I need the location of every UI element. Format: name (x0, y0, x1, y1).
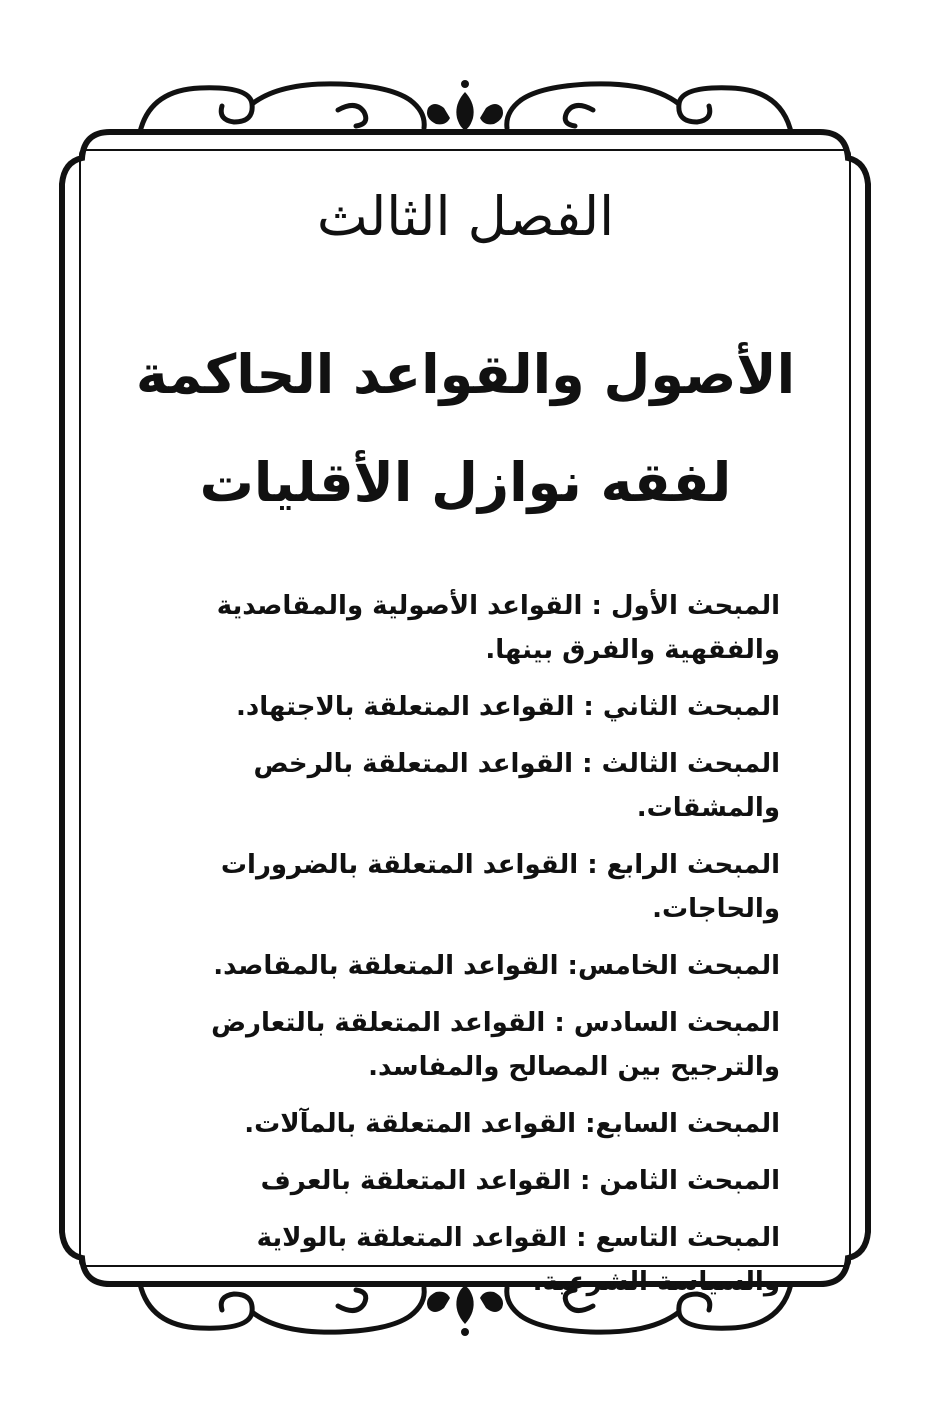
section-topic: القواعد المتعلقة بالاجتهاد. (235, 692, 575, 722)
section-separator: : (574, 692, 603, 722)
section-item (150, 843, 780, 931)
section-item (150, 944, 780, 988)
section-name: المبحث السابع (595, 1109, 780, 1139)
top-center-fleuron (427, 80, 503, 130)
section-list (150, 584, 780, 1317)
chapter-title-line-1: الأصول والقواعد الحاكمة (135, 343, 796, 406)
section-topic: القواعد المتعلقة بالمقاصد. (213, 951, 559, 981)
section-item (150, 584, 780, 672)
section-name: المبحث الرابع (606, 850, 780, 880)
section-separator: : (567, 1223, 596, 1253)
section-item (150, 685, 780, 729)
section-topic: القواعد المتعلقة بالمآلات. (244, 1109, 577, 1139)
section-topic: القواعد المتعلقة بالضرورات والحاجات. (220, 850, 780, 924)
section-item (150, 742, 780, 830)
section-name: المبحث التاسع (595, 1223, 780, 1253)
section-name: المبحث الثاني (602, 692, 780, 722)
section-item (150, 1102, 780, 1146)
section-name: المبحث الخامس (577, 951, 780, 981)
section-item (150, 1216, 780, 1304)
section-topic: القواعد المتعلقة بالرخص والمشقات. (253, 749, 780, 823)
section-separator: : (570, 1166, 600, 1196)
section-separator: : (558, 951, 578, 981)
chapter-label: الفصل الثالث (316, 185, 615, 248)
section-topic: القواعد المتعلقة بالولاية والسياسة الشرعية. (256, 1223, 780, 1297)
chapter-title-line-2: لفقه نوازل الأقليات (199, 451, 732, 514)
section-topic: القواعد الأصولية والمقاصدية والفقهية والفرق بينها. (216, 591, 780, 665)
section-name: المبحث الأول (610, 591, 780, 621)
section-separator: : (576, 1109, 596, 1139)
section-topic: القواعد المتعلقة بالتعارض والترجيح بين المصالح والمفاسد. (211, 1008, 780, 1082)
section-name: المبحث الثالث (601, 749, 780, 779)
section-separator: : (545, 1008, 574, 1038)
section-separator: : (573, 749, 602, 779)
section-name: المبحث الثامن (599, 1166, 780, 1196)
section-topic: القواعد المتعلقة بالعرف (260, 1166, 571, 1196)
section-name: المبحث السادس (573, 1008, 780, 1038)
section-item (150, 1001, 780, 1089)
section-item (150, 1159, 780, 1203)
section-separator: : (578, 850, 607, 880)
section-separator: : (582, 591, 611, 621)
